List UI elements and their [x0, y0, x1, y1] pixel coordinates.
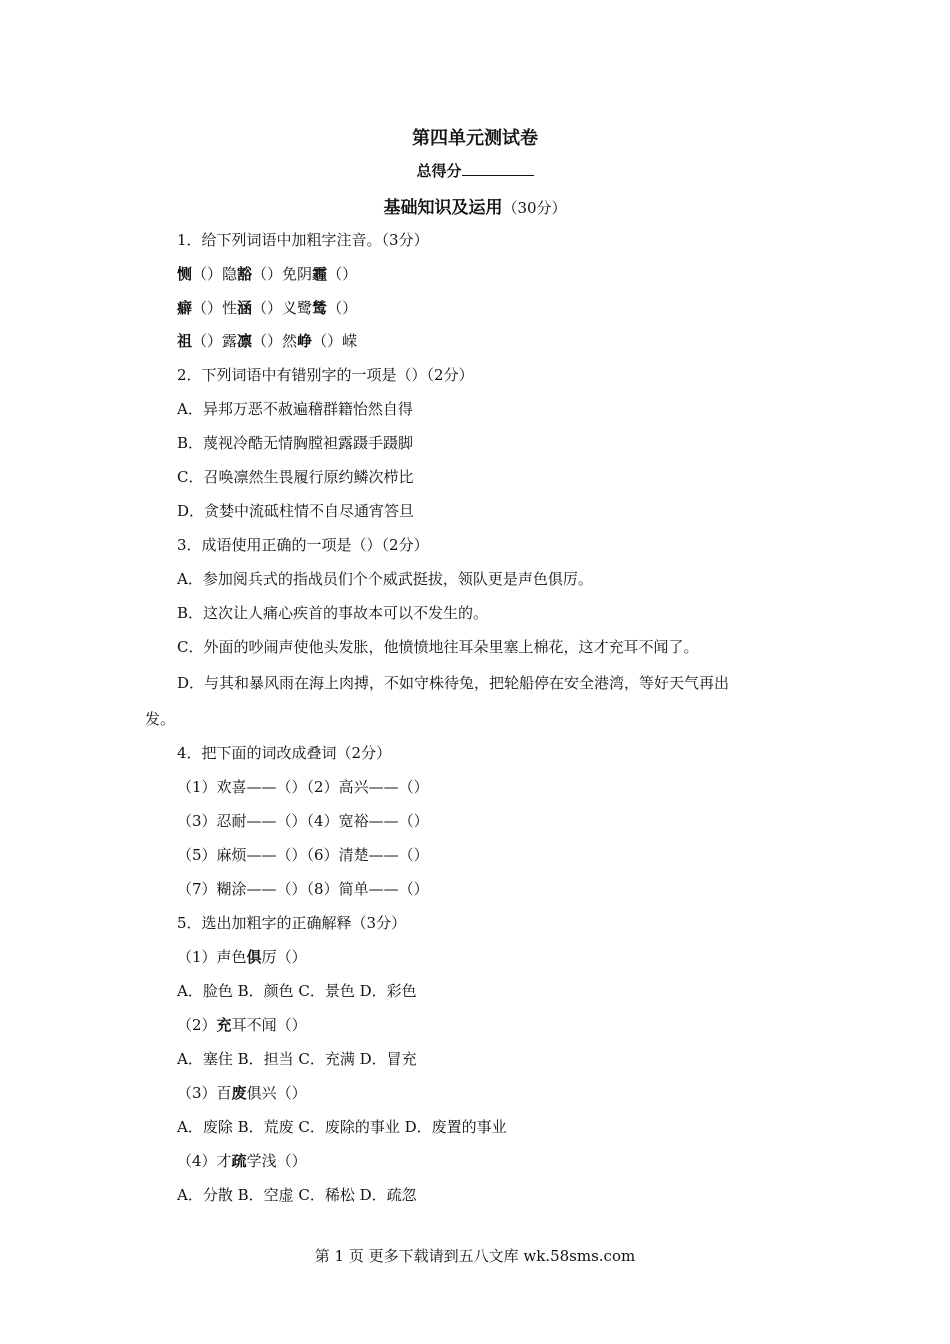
q5-text: （2）: [177, 1016, 217, 1034]
q5-item-3-options: A．废除 B．荒废 C．废除的事业 D．废置的事业: [177, 1118, 507, 1136]
q3-option-d: D．与其和暴风雨在海上肉搏，不如守株待兔，把轮船停在安全港湾，等好天气再出: [177, 674, 730, 692]
bold-char: 充: [216, 1016, 232, 1034]
bold-char: 涵: [237, 299, 253, 317]
score-blank: [462, 161, 534, 176]
q1-stem: 1．给下列词语中加粗字注音。（3分）: [177, 231, 429, 249]
q5-item-4: [177, 1151, 307, 1171]
section-points: （30分）: [502, 199, 567, 217]
q4-row-2: （3）忍耐——（）（4）宽裕——（）: [177, 812, 429, 830]
q5-item-4-options: A．分散 B．空虚 C．稀松 D．疏忽: [177, 1186, 417, 1204]
q5-item-1-options: A．脸色 B．颜色 C．景色 D．彩色: [177, 982, 417, 1000]
bold-char: 祖: [177, 332, 193, 350]
q5-stem: 5．选出加粗字的正确解释（3分）: [177, 914, 407, 932]
q5-text: （3）百: [177, 1084, 232, 1102]
bold-char: 豁: [237, 265, 253, 283]
q1-text: （）然: [252, 332, 298, 350]
q1-text: （）义鹭: [252, 299, 313, 317]
q5-text: 俱兴（）: [246, 1084, 307, 1102]
q1-row-3: [177, 331, 357, 351]
section-title: 基础知识及运用: [383, 198, 503, 218]
q1-text: （）: [327, 265, 358, 283]
q1-text: （）隐: [192, 265, 238, 283]
q4-row-3: （5）麻烦——（）（6）清楚——（）: [177, 846, 429, 864]
section-heading: [0, 193, 950, 218]
q1-text: （）性: [192, 299, 238, 317]
q5-item-3: [177, 1083, 307, 1103]
q3-option-b: B．这次让人痛心疾首的事故本可以不发生的。: [177, 604, 489, 622]
q3-option-c: C．外面的吵闹声使他头发胀，他愤愤地往耳朵里塞上棉花，这才充耳不闻了。: [177, 638, 699, 656]
q2-stem: 2．下列词语中有错别字的一项是（）（2分）: [177, 366, 474, 384]
q1-text: （）嵘: [312, 332, 358, 350]
q5-item-2: [177, 1015, 307, 1035]
bold-char: 霾: [312, 265, 328, 283]
q3-stem: 3．成语使用正确的一项是（）（2分）: [177, 536, 429, 554]
score-label: 总得分: [416, 162, 462, 180]
q4-row-1: （1）欢喜——（）（2）高兴——（）: [177, 778, 429, 796]
q2-option-c: C．召唤凛然生畏履行原约鳞次栉比: [177, 468, 414, 486]
total-score-line: [0, 160, 950, 181]
bold-char: 鸶: [312, 299, 328, 317]
q1-text: （）露: [192, 332, 238, 350]
q1-text: （）免阴: [252, 265, 313, 283]
bold-char: 俱: [246, 948, 262, 966]
q5-text: 厉（）: [261, 948, 307, 966]
bold-char: 废: [231, 1084, 247, 1102]
page-title: 第四单元测试卷: [412, 128, 538, 149]
q1-text: （）: [327, 299, 358, 317]
q1-row-2: [177, 298, 357, 318]
q5-item-1: [177, 947, 307, 967]
page-footer: 第 1 页 更多下载请到五八文库 wk.58sms.com: [314, 1247, 636, 1265]
bold-char: 凛: [237, 332, 253, 350]
q2-option-d: D．贪婪中流砥柱情不自尽通宵答旦: [177, 502, 415, 520]
q5-text: （1）声色: [177, 948, 247, 966]
q5-text: 耳不闻（）: [231, 1016, 307, 1034]
q5-text: （4）才: [177, 1152, 232, 1170]
q2-option-a: A．异邦万恶不赦遍稽群籍怡然自得: [177, 400, 413, 418]
bold-char: 疏: [231, 1152, 247, 1170]
q3-option-d-cont: 发。: [145, 710, 176, 728]
q5-text: 学浅（）: [246, 1152, 307, 1170]
bold-char: 癖: [177, 299, 193, 317]
q5-item-2-options: A．塞住 B．担当 C．充满 D．冒充: [177, 1050, 417, 1068]
q4-row-4: （7）糊涂——（）（8）简单——（）: [177, 880, 429, 898]
bold-char: 恻: [177, 265, 193, 283]
bold-char: 峥: [297, 332, 313, 350]
q2-option-b: B．蔑视冷酷无情胸膛袒露蹑手蹑脚: [177, 434, 414, 452]
q4-stem: 4．把下面的词改成叠词（2分）: [177, 744, 392, 762]
q1-row-1: [177, 264, 357, 284]
q3-option-a: A．参加阅兵式的指战员们个个威武挺拔，领队更是声色俱厉。: [177, 570, 593, 588]
